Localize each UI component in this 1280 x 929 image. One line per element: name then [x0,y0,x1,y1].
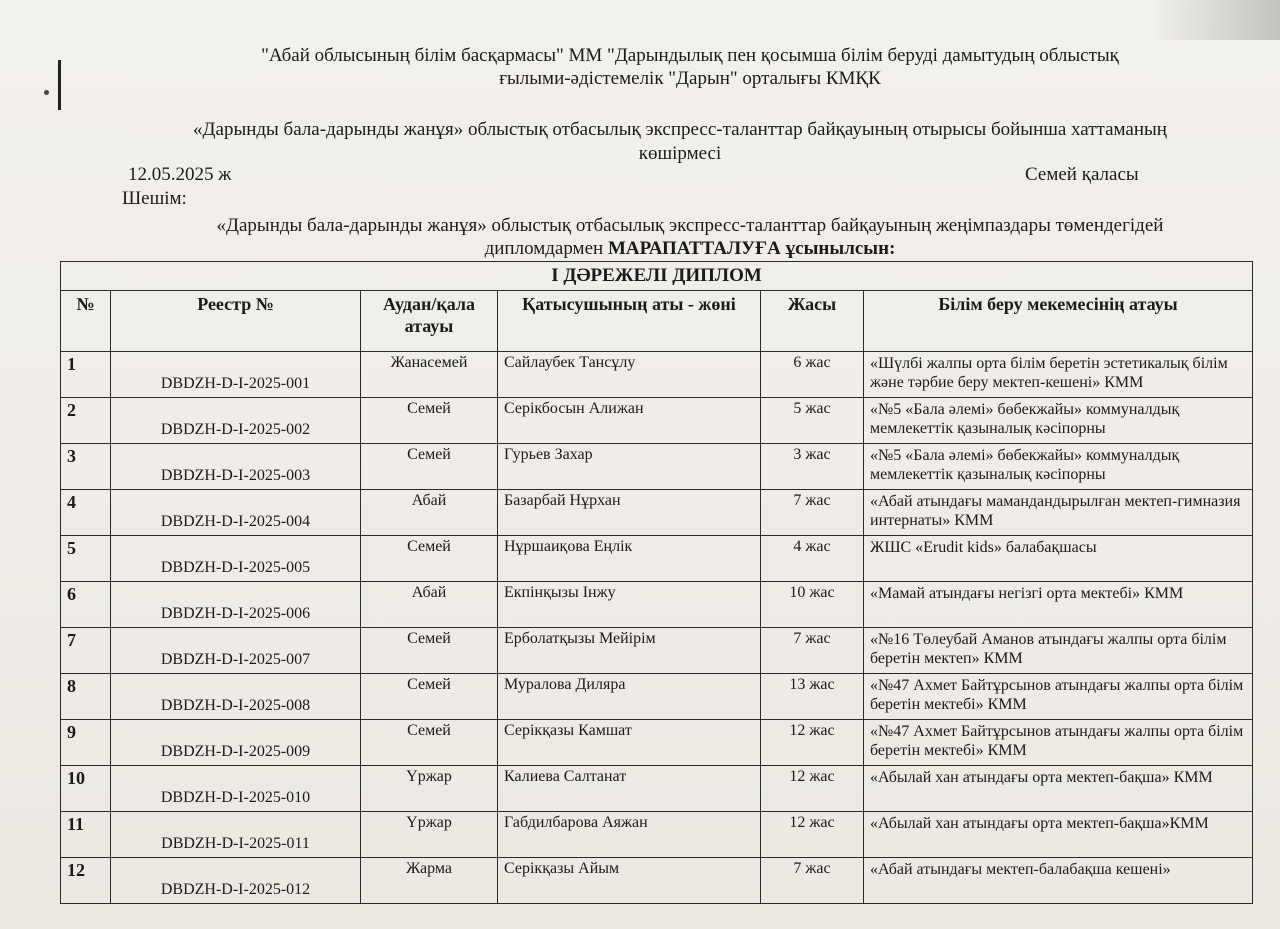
title-line-2: көшірмесі [638,143,722,164]
table-row [61,352,1253,398]
title-line-1: «Дарынды бала-дарынды жанұя» облыстық отбасылық экспресс-таланттар байқауының отырысы бойынша хаттаманың [193,119,1167,140]
col-header-institution: Білім беру мекемесінің атауы [864,291,1253,352]
cell-age: 7 жас [761,490,864,536]
cell-participant: Екпінқызы Інжу [498,582,761,628]
document-date: 12.05.2025 ж [128,164,232,185]
cell-num: 7 [61,628,111,674]
cell-registry: DBDZH-D-I-2025-005 [111,536,361,582]
cell-institution: «Шүлбі жалпы орта білім беретін эстетикалық білім және тәрбие беру мектеп-кешені» КММ [864,352,1253,398]
table-row [61,720,1253,766]
organization-header [190,44,1190,90]
cell-num: 1 [61,352,111,398]
table-row [61,812,1253,858]
cell-registry: DBDZH-D-I-2025-011 [111,812,361,858]
cell-age: 4 жас [761,536,864,582]
cell-district: Абай [361,582,498,628]
decision-line-2 [110,237,1270,260]
cell-institution: ЖШС «Erudit kids» балабақшасы [864,536,1253,582]
table-row [61,398,1253,444]
cell-num: 10 [61,766,111,812]
cell-institution: «Мамай атындағы негізгі орта мектебі» КММ [864,582,1253,628]
cell-institution: «Абылай хан атындағы орта мектеп-бақша» КММ [864,766,1253,812]
cell-age: 12 жас [761,766,864,812]
cell-age: 7 жас [761,628,864,674]
cell-registry: DBDZH-D-I-2025-009 [111,720,361,766]
paper-edge-shadow [1150,0,1280,40]
cell-registry: DBDZH-D-I-2025-001 [111,352,361,398]
table-row [61,582,1253,628]
cell-num: 4 [61,490,111,536]
cell-age: 7 жас [761,858,864,904]
cell-district: Семей [361,398,498,444]
cell-district: Семей [361,720,498,766]
cell-institution: «№5 «Бала әлемі» бөбекжайы» коммуналдық мемлекеттік қазыналық кәсіпорны [864,398,1253,444]
cell-district: Семей [361,628,498,674]
cell-participant: Базарбай Нұрхан [498,490,761,536]
diploma-table [60,261,1253,904]
cell-registry: DBDZH-D-I-2025-010 [111,766,361,812]
cell-participant: Калиева Салтанат [498,766,761,812]
document-city: Семей қаласы [1025,164,1139,185]
cell-institution: «№47 Ахмет Байтұрсынов атындағы жалпы орта білім беретін мектебі» КММ [864,720,1253,766]
cell-participant: Габдилбарова Аяжан [498,812,761,858]
table-row [61,766,1253,812]
cell-age: 12 жас [761,812,864,858]
cell-age: 6 жас [761,352,864,398]
decision-line-2-end: ұсынылсын: [780,238,896,259]
cell-institution: «№5 «Бала әлемі» бөбекжайы» коммуналдық мемлекеттік қазыналық кәсіпорны [864,444,1253,490]
cell-district: Абай [361,490,498,536]
cell-district: Семей [361,674,498,720]
cell-age: 13 жас [761,674,864,720]
cell-num: 9 [61,720,111,766]
document-title [110,118,1250,166]
cell-registry: DBDZH-D-I-2025-008 [111,674,361,720]
cell-registry: DBDZH-D-I-2025-012 [111,858,361,904]
cell-age: 5 жас [761,398,864,444]
col-header-district: Аудан/қала атауы [361,291,498,352]
cell-registry: DBDZH-D-I-2025-003 [111,444,361,490]
margin-dot [44,90,49,95]
cell-num: 8 [61,674,111,720]
cell-registry: DBDZH-D-I-2025-004 [111,490,361,536]
cell-participant: Ерболатқызы Мейірім [498,628,761,674]
cell-num: 3 [61,444,111,490]
cell-participant: Нұршаиқова Еңлік [498,536,761,582]
cell-participant: Серікқазы Айым [498,858,761,904]
decision-line-1: «Дарынды бала-дарынды жанұя» облыстық отбасылық экспресс-таланттар байқауының жеңімпаздары төмендегідей [216,215,1164,236]
cell-institution: «Абай атындағы мамандандырылған мектеп-гимназия интернаты» КММ [864,490,1253,536]
cell-participant: Сайлаубек Тансұлу [498,352,761,398]
cell-institution: «№47 Ахмет Байтұрсынов атындағы жалпы орта білім беретін мектебі» КММ [864,674,1253,720]
decision-line-2-bold: МАРАПАТТАЛУҒА [607,238,781,259]
col-header-age: Жасы [761,291,864,352]
cell-institution: «Абылай хан атындағы орта мектеп-бақша»КММ [864,812,1253,858]
cell-registry: DBDZH-D-I-2025-007 [111,628,361,674]
cell-age: 10 жас [761,582,864,628]
cell-district: Жанасемей [361,352,498,398]
col-header-registry: Реестр № [111,291,361,352]
cell-age: 12 жас [761,720,864,766]
org-line-2: ғылыми-әдістемелік "Дарын" орталығы КМҚК [499,68,881,89]
cell-district: Үржар [361,812,498,858]
table-row [61,490,1253,536]
cell-participant: Серікқазы Камшат [498,720,761,766]
cell-registry: DBDZH-D-I-2025-006 [111,582,361,628]
cell-num: 12 [61,858,111,904]
cell-age: 3 жас [761,444,864,490]
cell-num: 11 [61,812,111,858]
cell-participant: Гурьев Захар [498,444,761,490]
table-row [61,536,1253,582]
cell-participant: Серікбосын Алижан [498,398,761,444]
cell-num: 2 [61,398,111,444]
cell-district: Үржар [361,766,498,812]
col-header-num: № [61,291,111,352]
cell-registry: DBDZH-D-I-2025-002 [111,398,361,444]
org-line-1: "Абай облысының білім басқармасы" ММ "Дарындылық пен қосымша білім беруді дамытудың облыстық [261,45,1119,66]
decision-label: Шешім: [122,188,187,209]
col-header-participant: Қатысушының аты - жөні [498,291,761,352]
cell-participant: Муралова Диляра [498,674,761,720]
decision-text [110,214,1270,260]
cell-district: Жарма [361,858,498,904]
cell-num: 5 [61,536,111,582]
cell-num: 6 [61,582,111,628]
table-row [61,674,1253,720]
cell-district: Семей [361,536,498,582]
table-row [61,628,1253,674]
decision-line-2-start: дипломдармен [484,238,608,259]
table-row [61,444,1253,490]
diploma-title: I ДӘРЕЖЕЛІ ДИПЛОМ [61,262,1253,291]
margin-mark [58,60,61,110]
cell-district: Семей [361,444,498,490]
table-row [61,858,1253,904]
cell-institution: «Абай атындағы мектеп-балабақша кешені» [864,858,1253,904]
cell-institution: «№16 Төлеубай Аманов атындағы жалпы орта білім беретін мектеп» КММ [864,628,1253,674]
